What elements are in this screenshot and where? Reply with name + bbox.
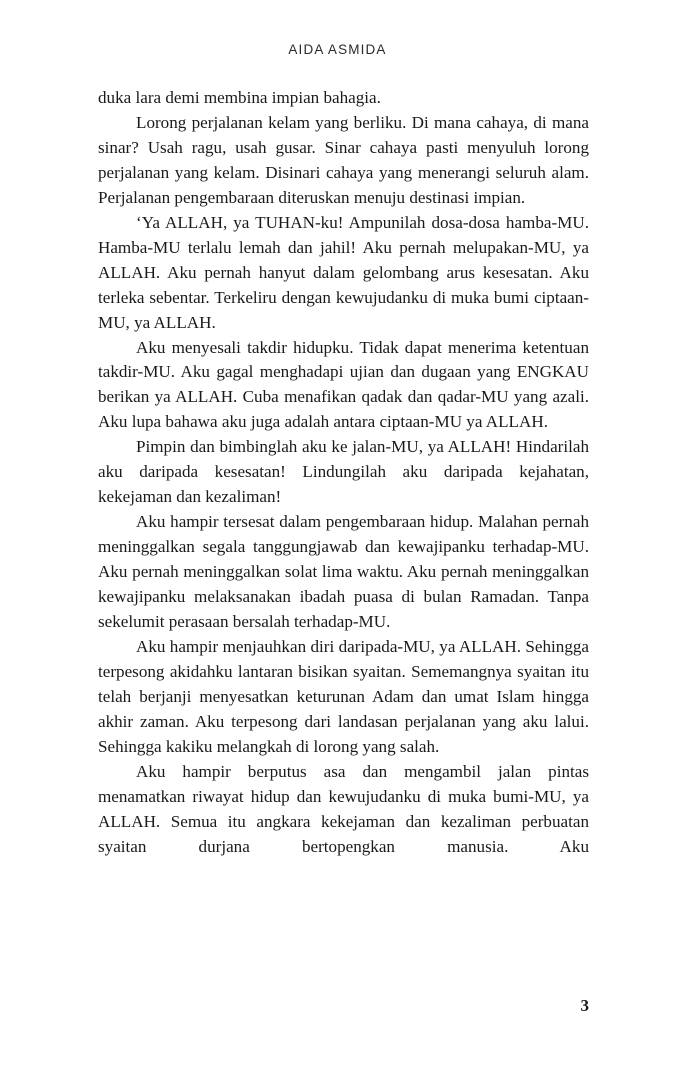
paragraph: Pimpin dan bimbinglah aku ke jalan-MU, ya ALLAH! Hindarilah aku daripada kesesatan! Lindungilah aku daripada kejahatan, kekejaman dan kezaliman! <box>98 437 589 507</box>
paragraph: Lorong perjalanan kelam yang berliku. Di mana cahaya, di mana sinar? Usah ragu, usah gusar. Sinar cahaya pasti menyuluh lorong perjalanan yang kelam. Disinari cahaya yang menerangi seluruh alam. Perjalanan pengembaraan diteruskan menuju destinasi impian. <box>98 112 589 207</box>
running-head: AIDA ASMIDA <box>288 42 387 57</box>
page-number: 3 <box>580 996 589 1015</box>
paragraph: Aku hampir menjauhkan diri daripada-MU, ya ALLAH. Sehingga terpesong akidahku lantaran bisikan syaitan. Sememangnya syaitan itu telah berjanji menyesatkan keturunan Adam dan umat Islam hingga akhir zaman. Aku terpesong dari landasan perjalanan yang aku lalui. Sehingga kakiku melangkah di lorong yang salah. <box>98 636 589 756</box>
paragraph: Aku hampir berputus asa dan mengambil jalan pintas menamatkan riwayat hidup dan kewujudanku di muka bumi-MU, ya ALLAH. Semua itu angkara kekejaman dan kezaliman perbuatan syaitan durjana bertopengkan manusia. Aku <box>98 761 589 856</box>
body-text-block <box>98 86 589 860</box>
paragraph: Aku menyesali takdir hidupku. Tidak dapat menerima ketentuan takdir-MU. Aku gagal menghadapi ujian dan dugaan yang ENGKAU berikan ya ALLAH. Cuba menafikan qadak dan qadar-MU yang azali. Aku lupa bahawa aku juga adalah antara ciptaan-MU ya ALLAH. <box>98 337 589 432</box>
paragraph: Aku hampir tersesat dalam pengembaraan hidup. Malahan pernah meninggalkan segala tanggungjawab dan kewajipanku terhadap-MU. Aku pernah meninggalkan solat lima waktu. Aku pernah meninggalkan kewajipanku melaksanakan ibadah puasa di bulan Ramadan. Tanpa sekelumit perasaan bersalah terhadap-MU. <box>98 512 589 632</box>
paragraph: ‘Ya ALLAH, ya TUHAN-ku! Ampunilah dosa-dosa hamba-MU. Hamba-MU terlalu lemah dan jahil! Aku pernah melupakan-MU, ya ALLAH. Aku pernah hanyut dalam gelombang arus kesesatan. Aku terleka sebentar. Terkeliru dengan kewujudanku di muka bumi ciptaan-MU, ya ALLAH. <box>98 212 589 332</box>
paragraph: duka lara demi membina impian bahagia. <box>98 88 381 107</box>
